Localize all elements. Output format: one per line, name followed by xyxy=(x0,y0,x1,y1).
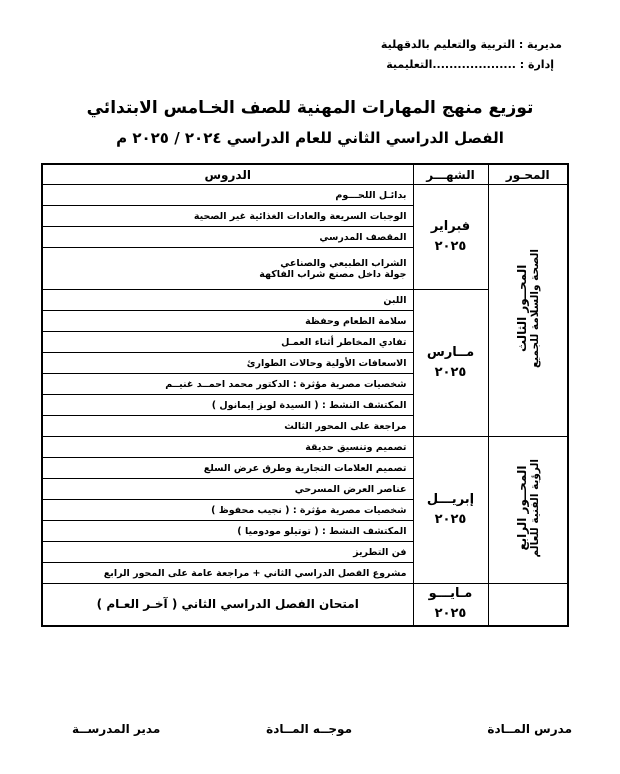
supervisor-signature: موجــه المــادة xyxy=(266,722,352,736)
lesson-cell: المقصف المدرسي xyxy=(42,227,413,248)
lesson-cell: تفادي المخاطر أثناء العمـل xyxy=(42,332,413,353)
month-cell xyxy=(413,185,488,290)
month-cell xyxy=(413,290,488,437)
axis-title: المحــور الرابع xyxy=(514,465,529,552)
page-title: توزيع منهج المهارات المهنية للصف الخـامس الابتدائي xyxy=(86,98,534,118)
lesson-cell: عناصر العرض المسرحي xyxy=(42,479,413,500)
page-subtitle: الفصل الدراسي الثاني للعام الدراسي ٢٠٢٤ / ٢٠٢٥ م xyxy=(116,129,504,147)
axis-cell xyxy=(488,437,568,584)
month-name: مــارس xyxy=(426,345,475,360)
principal-signature: مدير المدرســة xyxy=(72,722,161,736)
lesson-cell: تصميم العلامات التجارية وطرق عرض السلع xyxy=(42,458,413,479)
month-year: ٢٠٢٥ xyxy=(434,365,467,380)
lesson-cell: بدائـل اللحـــوم xyxy=(42,185,413,206)
header-month: الشهـــر xyxy=(413,164,488,185)
lesson-cell: سلامة الطعام وحفظة xyxy=(42,311,413,332)
lesson-cell: المكتشف النشط : ( توتيلو مودوميا ) xyxy=(42,521,413,542)
header-lessons: الدروس xyxy=(42,164,413,185)
exam-row xyxy=(42,584,568,626)
curriculum-table xyxy=(41,163,569,627)
exam-month-cell xyxy=(413,584,488,626)
month-year: ٢٠٢٥ xyxy=(434,512,467,527)
lesson-cell: الوجبات السريعة والعادات الغذائية غير الصحية xyxy=(42,206,413,227)
lesson-cell: تصميم وتنسيق حديقة xyxy=(42,437,413,458)
table-row xyxy=(42,185,568,206)
teacher-signature: مدرس المــادة xyxy=(487,722,572,736)
table-row xyxy=(42,437,568,458)
axis-subtitle: الرؤية الفنية للعالم xyxy=(528,459,541,558)
lesson-cell: اللبن xyxy=(42,290,413,311)
axis-subtitle: الصحة والسلامة للجميع xyxy=(528,249,541,369)
lesson-cell: مشروع الفصل الدراسي الثاني + مراجعة عامة على المحور الرابع xyxy=(42,563,413,584)
month-year: ٢٠٢٥ xyxy=(434,239,467,254)
lesson-cell: شخصيات مصرية مؤثرة : ( نجيب محفوظ ) xyxy=(42,500,413,521)
table-header-row xyxy=(42,164,568,185)
lesson-cell: المكتشف النشط : ( السيدة لويز إيمانول ) xyxy=(42,395,413,416)
month-name: إبريـــل xyxy=(426,492,475,507)
exam-text: امتحان الفصل الدراسي الثاني ( آخـر العـام ) xyxy=(42,584,413,626)
month-name: فبراير xyxy=(430,219,471,234)
exam-month-name: مـايـــو xyxy=(428,586,473,602)
month-cell xyxy=(413,437,488,584)
directorate-line: مديرية : التربية والتعليم بالدقهلية xyxy=(380,38,562,51)
exam-axis-cell xyxy=(488,584,568,626)
lesson-cell: الشراب الطبيعي والصناعي جولة داخل مصنع شراب الفاكهة xyxy=(42,248,413,290)
lesson-cell: فن التطريز xyxy=(42,542,413,563)
lesson-cell: الاسعافات الأولية وحالات الطوارئ xyxy=(42,353,413,374)
exam-month-year: ٢٠٢٥ xyxy=(434,606,467,622)
header-axis: المحـور xyxy=(488,164,568,185)
lesson-cell: شخصيات مصرية مؤثرة : الدكتور محمد احمــد غنيــم xyxy=(42,374,413,395)
axis-cell xyxy=(488,185,568,437)
lesson-cell: مراجعة على المحور الثالث xyxy=(42,416,413,437)
axis-title: المحــور الثالث xyxy=(514,265,529,353)
administration-line: إدارة : ....................التعليمية xyxy=(386,58,554,71)
